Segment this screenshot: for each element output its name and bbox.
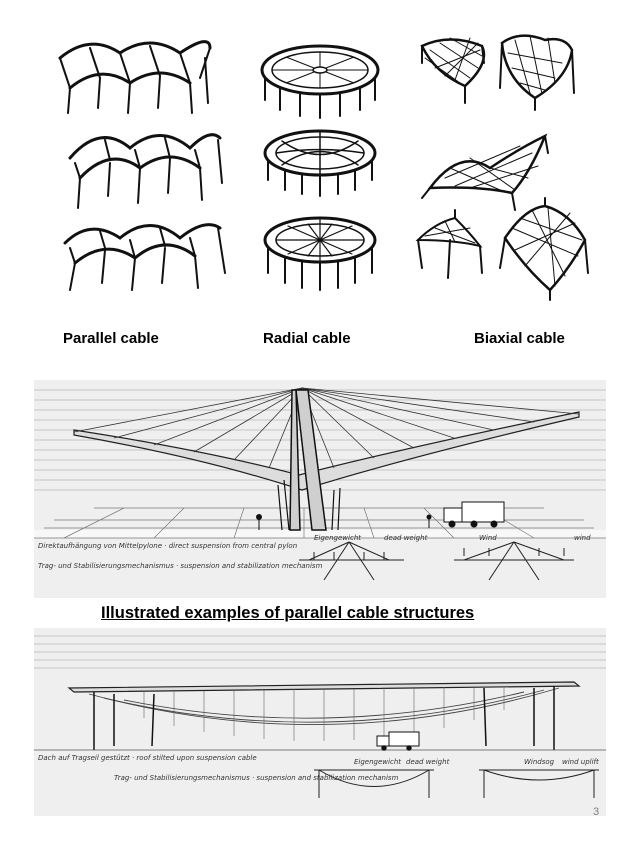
label-radial-cable: Radial cable bbox=[263, 330, 351, 347]
note-wind-en: wind bbox=[574, 534, 591, 542]
radial-sketch-2 bbox=[265, 131, 375, 196]
page-number: 3 bbox=[593, 806, 600, 818]
biaxial-sketch-1 bbox=[422, 36, 574, 110]
biaxial-sketch-2 bbox=[422, 136, 548, 210]
label-parallel-cable: Parallel cable bbox=[63, 330, 159, 347]
note-dead-weight-de: Eigengewicht bbox=[314, 534, 362, 542]
figure-caption: Illustrated examples of parallel cable structures bbox=[101, 604, 475, 622]
note-wind-de-bottom: Windsog bbox=[524, 758, 555, 766]
parallel-sketch-2 bbox=[70, 135, 222, 208]
parallel-sketch-3 bbox=[65, 225, 225, 290]
note-direct-suspension: Direktaufhängung von Mittelpylone · direct suspension from central pylon bbox=[38, 542, 298, 550]
note-dead-weight-en-bottom: dead weight bbox=[406, 758, 450, 766]
note-dead-weight-en: dead weight bbox=[384, 534, 428, 542]
note-roof-stilted: Dach auf Tragseil gestützt · roof stilted upon suspension cable bbox=[38, 754, 257, 762]
note-dead-weight-de-bottom: Eigengewicht bbox=[354, 758, 402, 766]
note-mechanism: Trag- und Stabilisierungsmechanismus · suspension and stabilization mechanism bbox=[38, 562, 323, 570]
note-mechanism-bottom: Trag- und Stabilisierungsmechanismus · suspension and stabilization mechanism bbox=[114, 774, 399, 782]
cable-types-sketch bbox=[50, 28, 590, 310]
radial-sketch-1 bbox=[262, 46, 378, 118]
suspended-roof-illustration bbox=[34, 628, 606, 816]
radial-sketch-3 bbox=[265, 218, 375, 290]
biaxial-sketch-3 bbox=[418, 198, 588, 300]
note-wind-de: Wind bbox=[479, 534, 497, 542]
note-wind-en-bottom: wind uplift bbox=[562, 758, 599, 766]
parallel-sketch-1 bbox=[60, 42, 210, 113]
label-biaxial-cable: Biaxial cable bbox=[474, 330, 565, 347]
central-pylon-illustration bbox=[34, 380, 606, 598]
